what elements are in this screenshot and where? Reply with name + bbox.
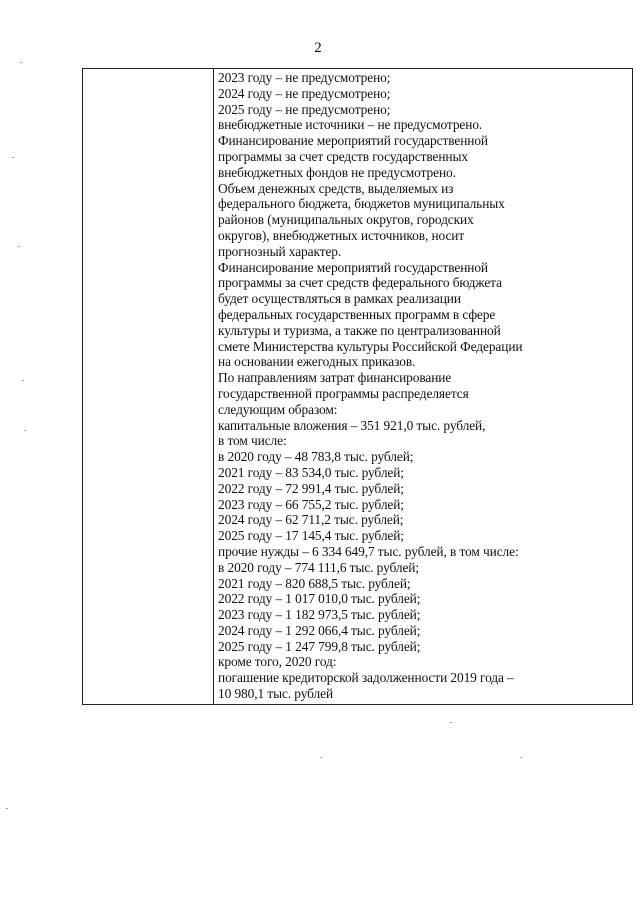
table-text-line: программы за счет средств государственных [218,148,468,164]
table-text-line: округов), внебюджетных источников, носит [218,227,465,243]
column-divider [213,69,214,704]
table-text-line: Объем денежных средств, выделяемых из [218,180,454,196]
scan-speck [450,722,452,723]
table-text-line: будет осуществляться в рамках реализации [218,291,461,307]
table-text-line: внебюджетные источники – не предусмотрено. [218,117,483,133]
table-text-line: культуры и туризма, а также по централизованной [218,322,501,338]
table-text-line: прочие нужды – 6 334 649,7 тыс. рублей, в том числе: [218,543,519,559]
table-text-line: 2022 году – 1 017 010,0 тыс. рублей; [218,591,421,607]
table-text-line: смете Министерства культуры Российской Федерации [218,338,523,354]
scan-speck [320,757,322,758]
table-text-line: 2021 году – 83 534,0 тыс. рублей; [218,464,404,480]
table-text-line: 2023 году – не предусмотрено; [218,70,391,85]
table-text-line: 2023 году – 66 755,2 тыс. рублей; [218,496,404,512]
scan-speck [520,757,522,758]
budget-table [82,68,633,705]
table-text-line: государственной программы распределяется [218,385,469,401]
scan-speck [20,62,22,63]
table-text-line: федерального бюджета, бюджетов муниципальных [218,196,505,212]
table-text-line: в 2020 году – 48 783,8 тыс. рублей; [218,449,414,465]
table-text-line: 2025 году – 17 145,4 тыс. рублей; [218,528,404,544]
table-text-line: программы за счет средств федерального бюджета [218,275,502,291]
table-text-line: следующим образом: [218,401,338,417]
scan-speck [22,380,24,381]
table-text-line: Финансирование мероприятий государственной [218,133,488,149]
table-text-line: прогнозный характер. [218,243,342,259]
table-text-line: погашение кредиторской задолженности 2019 года – [218,670,514,686]
table-text-line: 2022 году – 72 991,4 тыс. рублей; [218,480,404,496]
table-left-cell [83,69,213,704]
scan-speck [24,430,26,431]
page-number: 2 [314,40,322,56]
table-text-line: По направлениям затрат финансирование [218,370,452,386]
table-text-line: 2025 году – не предусмотрено; [218,101,391,117]
table-text-line: 10 980,1 тыс. рублей [218,686,334,702]
table-text-line: 2021 году – 820 688,5 тыс. рублей; [218,575,411,591]
table-text-line: в том числе: [218,433,287,449]
scan-speck [18,246,20,247]
table-text-line: Финансирование мероприятий государственной [218,259,488,275]
table-text-line: федеральных государственных программ в сфере [218,306,496,322]
table-text-line: кроме того, 2020 год: [218,654,337,670]
table-text-line: внебюджетных фондов не предусмотрено. [218,164,456,180]
table-text-line: 2024 году – 62 711,2 тыс. рублей; [218,512,404,528]
scan-speck [6,808,8,809]
table-text-line: 2023 году – 1 182 973,5 тыс. рублей; [218,607,421,623]
table-text-line: в 2020 году – 774 111,6 тыс. рублей; [218,559,419,575]
table-text-line: капитальные вложения – 351 921,0 тыс. рублей, [218,417,486,433]
table-text-line: 2025 году – 1 247 799,8 тыс. рублей; [218,638,421,654]
table-text-line: 2024 году – не предусмотрено; [218,85,391,101]
scan-speck [12,157,14,158]
table-text-line: районов (муниципальных округов, городских [218,212,474,228]
table-text-line: 2024 году – 1 292 066,4 тыс. рублей; [218,622,421,638]
table-right-cell [218,70,630,702]
table-text-line: на основании ежегодных приказов. [218,354,416,370]
